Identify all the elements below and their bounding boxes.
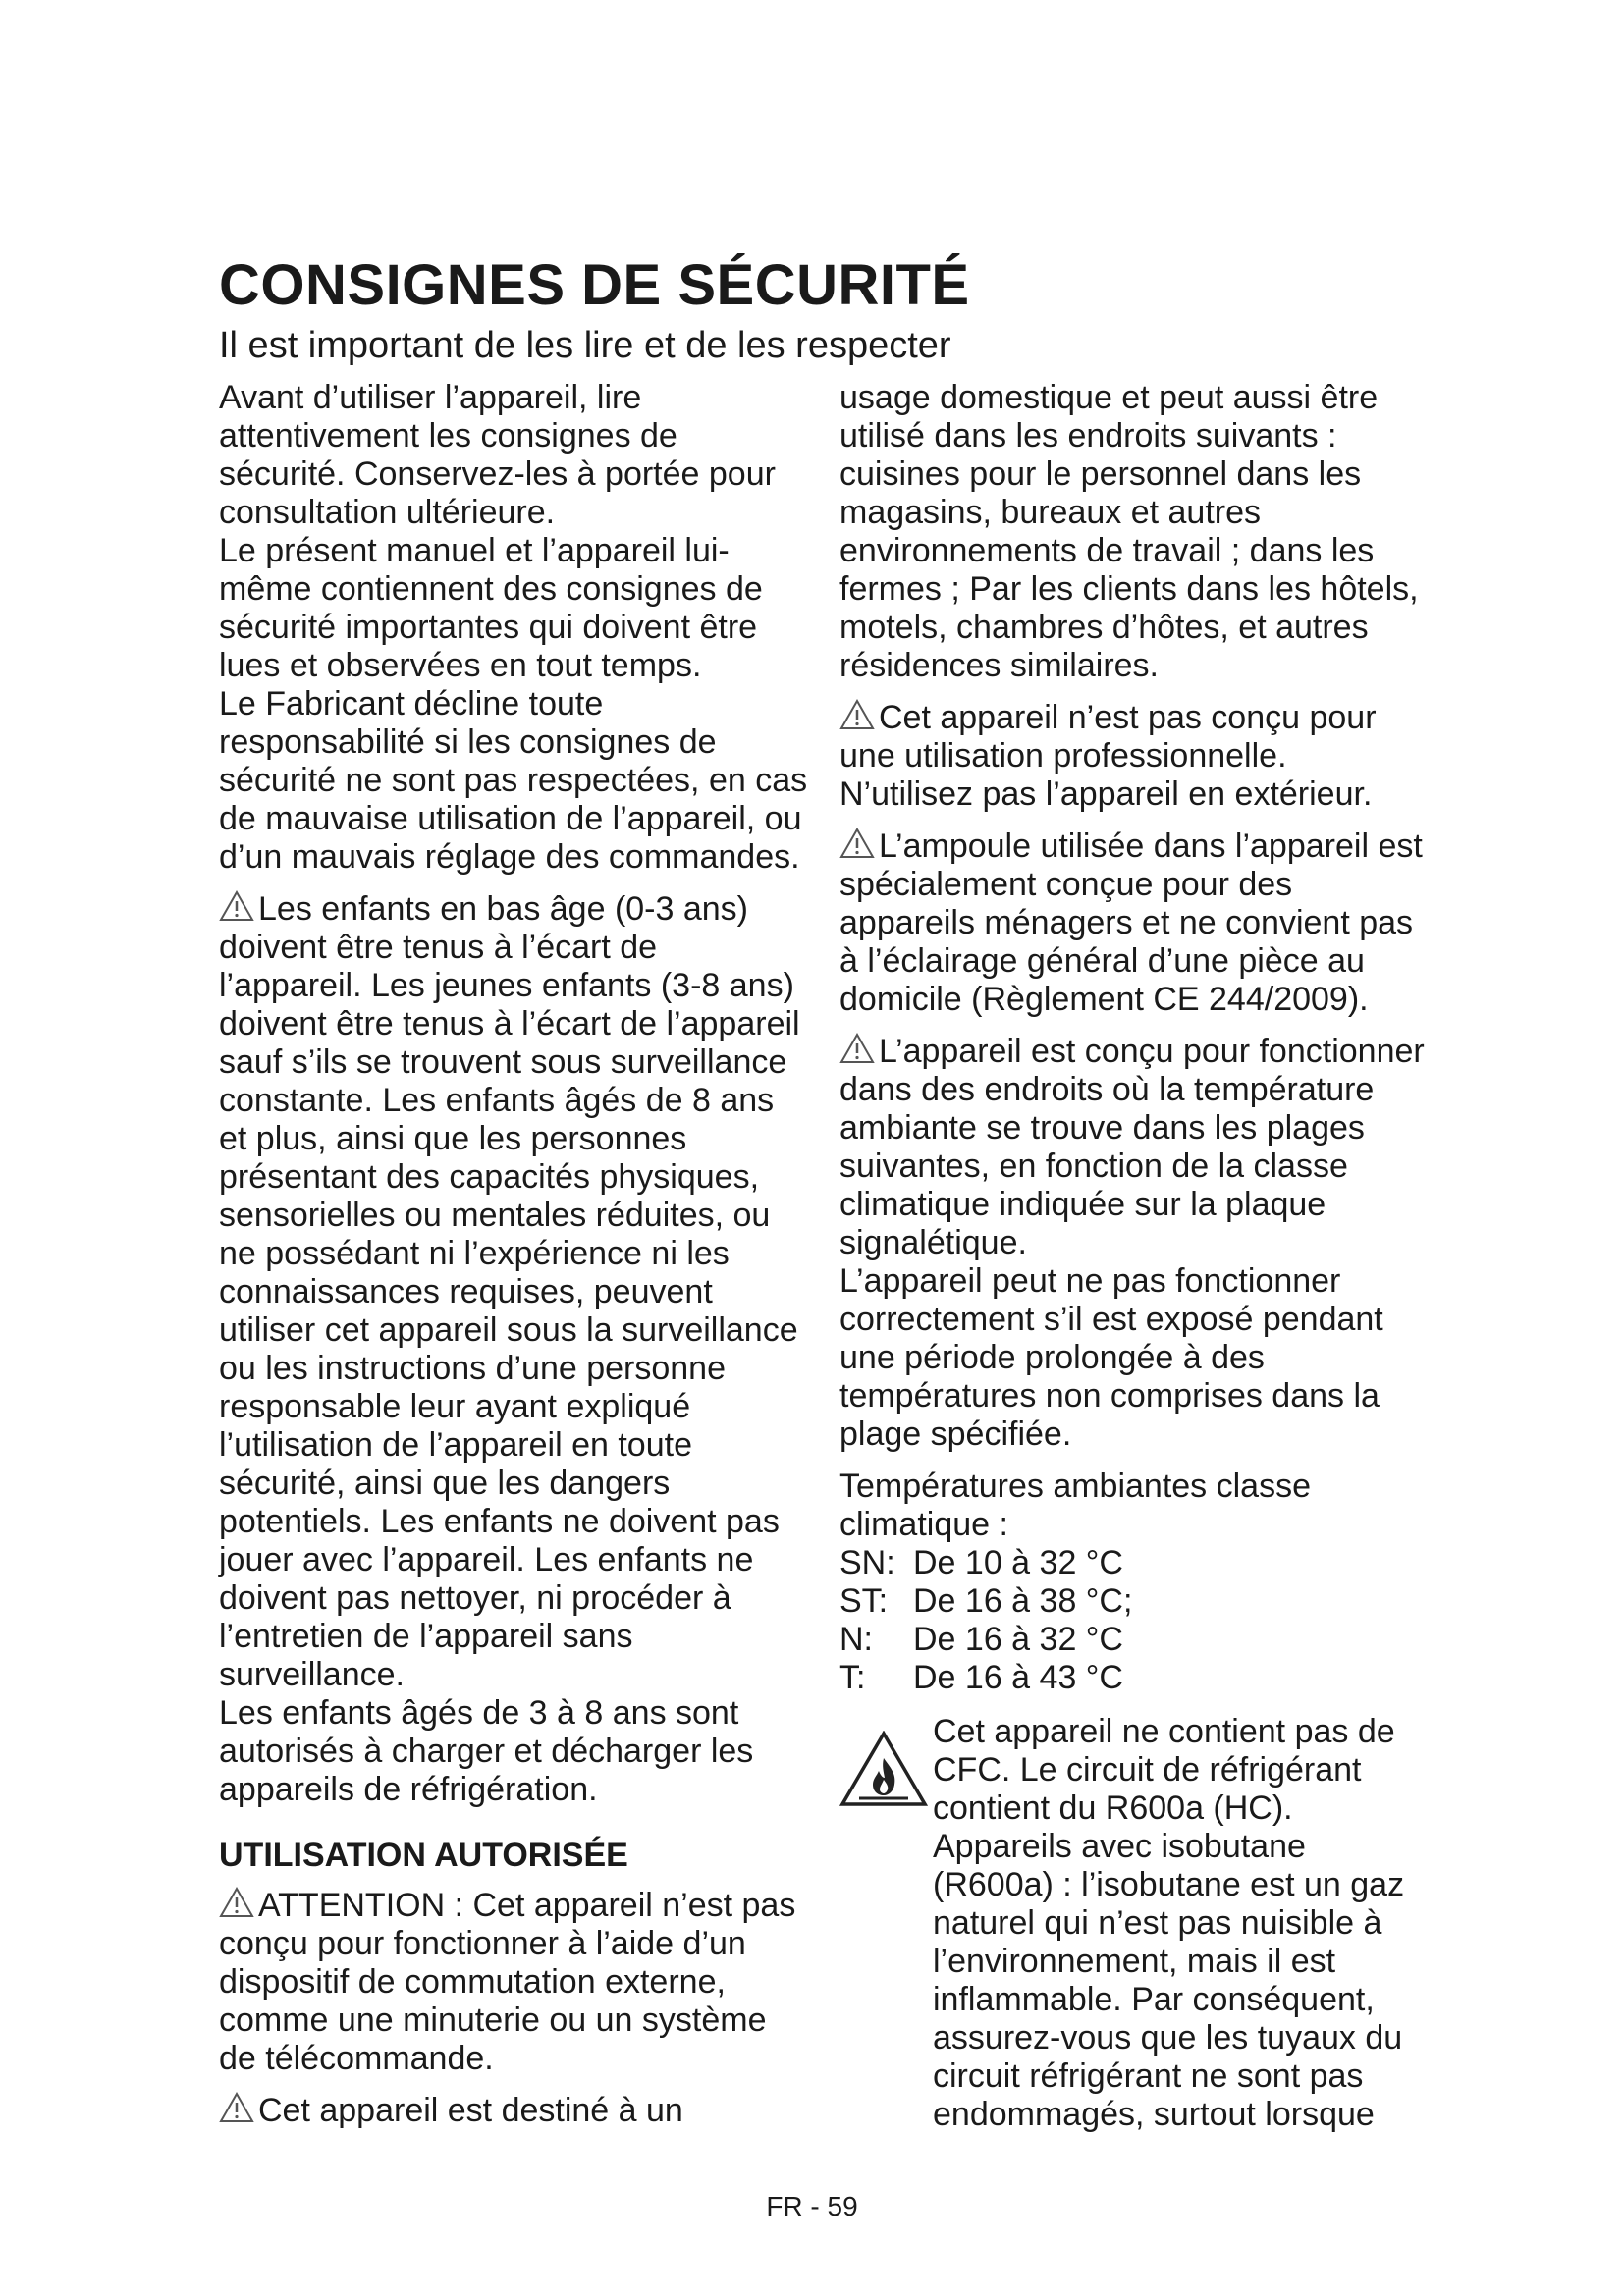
intro-paragraph-2: Le présent manuel et l’appareil lui-même contiennent des consignes de sécurité importantes qui doivent être lues et observées en tout temps. — [219, 532, 763, 684]
intro-paragraph-3: Le Fabricant décline toute responsabilité si les consignes de sécurité ne sont pas respectées, en cas de mauvaise utilisation de l’appareil, ou d’un mauvais réglage des commandes. — [219, 685, 808, 876]
ambient-warning-text: L’appareil est conçu pour fonctionner dans des endroits où la température ambiante se trouve dans les plages suivantes, en fonction de la classe climatique indiquée sur la plaque signalétique. — [839, 1033, 1425, 1261]
climate-class-row — [839, 1621, 1429, 1659]
climate-class-row — [839, 1582, 1429, 1621]
climate-title: Températures ambiantes classe climatique : — [839, 1468, 1312, 1543]
climate-class-range: De 16 à 38 °C; — [913, 1582, 1133, 1620]
climate-class-row — [839, 1544, 1429, 1582]
professional-warning-text: Cet appareil n’est pas conçu pour une utilisation professionnelle. N’utilisez pas l’appareil en extérieur. — [839, 699, 1377, 813]
warning-triangle-icon — [839, 1033, 875, 1064]
warning-triangle-icon — [219, 890, 254, 922]
domestic-use-continued: usage domestique et peut aussi être utilisé dans les endroits suivants : cuisines pour le personnel dans les magasins, bureaux et autres environnements de travail ; dans les fermes ; Par les clients dans les hôtels, motels, chambres d’hôtes, et autres résidences similaires. — [839, 379, 1419, 684]
attention-warning — [219, 1887, 808, 2078]
climate-class-label: ST: — [839, 1582, 889, 1620]
section-title-authorized-use: UTILISATION AUTORISÉE — [219, 1837, 628, 1874]
domestic-use-warning-text: Cet appareil est destiné à un — [258, 2092, 683, 2129]
warning-triangle-icon — [219, 1887, 254, 1918]
intro-paragraph-1: Avant d’utiliser l’appareil, lire attentivement les consignes de sécurité. Conservez-les à portée pour consultation ultérieure. — [219, 379, 776, 531]
flammable-warning-icon — [839, 1731, 928, 1807]
flammable-warning-block — [839, 1713, 1429, 2134]
left-column — [219, 379, 808, 2144]
attention-warning-text: ATTENTION : Cet appareil n’est pas conçu pour fonctionner à l’aide d’un dispositif de commutation externe, comme une minuterie ou un système de télécommande. — [219, 1887, 796, 2077]
climate-class-range: De 10 à 32 °C — [913, 1544, 1123, 1581]
children-loading-paragraph: Les enfants âgés de 3 à 8 ans sont autorisés à charger et décharger les appareils de réfrigération. — [219, 1694, 754, 1808]
bulb-warning-text: L’ampoule utilisée dans l’appareil est spécialement conçue pour des appareils ménagers et ne convient pas à l’éclairage général d’une pièce au domicile (Règlement CE 244/2009). — [839, 828, 1423, 1018]
page-number: FR - 59 — [766, 2191, 858, 2221]
warning-triangle-icon — [839, 828, 875, 859]
warning-triangle-icon — [219, 2092, 254, 2123]
malfunction-note: L’appareil peut ne pas fonctionner correctement s’il est exposé pendant une période prolongée à des températures non comprises dans la plage spécifiée. — [839, 1262, 1383, 1453]
page-subtitle: Il est important de les lire et de les respecter — [219, 325, 951, 366]
climate-class-label: T: — [839, 1659, 866, 1696]
children-warning — [219, 890, 808, 1694]
climate-class-list — [839, 1544, 1429, 1697]
warning-triangle-icon — [839, 699, 875, 730]
ambient-warning — [839, 1033, 1429, 1262]
domestic-use-warning — [219, 2092, 808, 2130]
children-warning-text: Les enfants en bas âge (0-3 ans) doivent être tenus à l’écart de l’appareil. Les jeunes enfants (3-8 ans) doivent être tenus à l’écart de l’appareil sauf s’ils se trouvent sous surveillance constante. Les enfants âgés de 8 ans et plus, ainsi que les personnes présentant des capacités physiques, sensorielles ou mentales réduites, ou ne possédant ni l’expérience ni les connaissances requises, peuvent utiliser cet appareil sous la surveillance ou les instructions d’une personne responsable leur ayant expliqué l’utilisation de l’appareil en toute sécurité, ainsi que les dangers potentiels. Les enfants ne doivent pas jouer avec l’appareil. Les enfants ne doivent pas nettoyer, ni procéder à l’entretien de l’appareil sans surveillance. — [219, 890, 800, 1693]
right-column — [839, 379, 1429, 2148]
climate-class-range: De 16 à 43 °C — [913, 1659, 1123, 1696]
climate-class-label: N: — [839, 1621, 873, 1658]
bulb-warning — [839, 828, 1429, 1019]
climate-class-label: SN: — [839, 1544, 895, 1581]
climate-class-range: De 16 à 32 °C — [913, 1621, 1123, 1658]
page-title: CONSIGNES DE SÉCURITÉ — [219, 253, 970, 317]
climate-class-row — [839, 1659, 1429, 1697]
professional-warning — [839, 699, 1429, 814]
cfc-note: Cet appareil ne contient pas de CFC. Le circuit de réfrigérant contient du R600a (HC). Appareils avec isobutane (R600a) : l’isobutane est un gaz naturel qui n’est pas nuisible à l’environnement, mais il est inflammable. Par conséquent, assurez-vous que les tuyaux du circuit réfrigérant ne sont pas endommagés, surtout lorsque — [933, 1713, 1405, 2133]
